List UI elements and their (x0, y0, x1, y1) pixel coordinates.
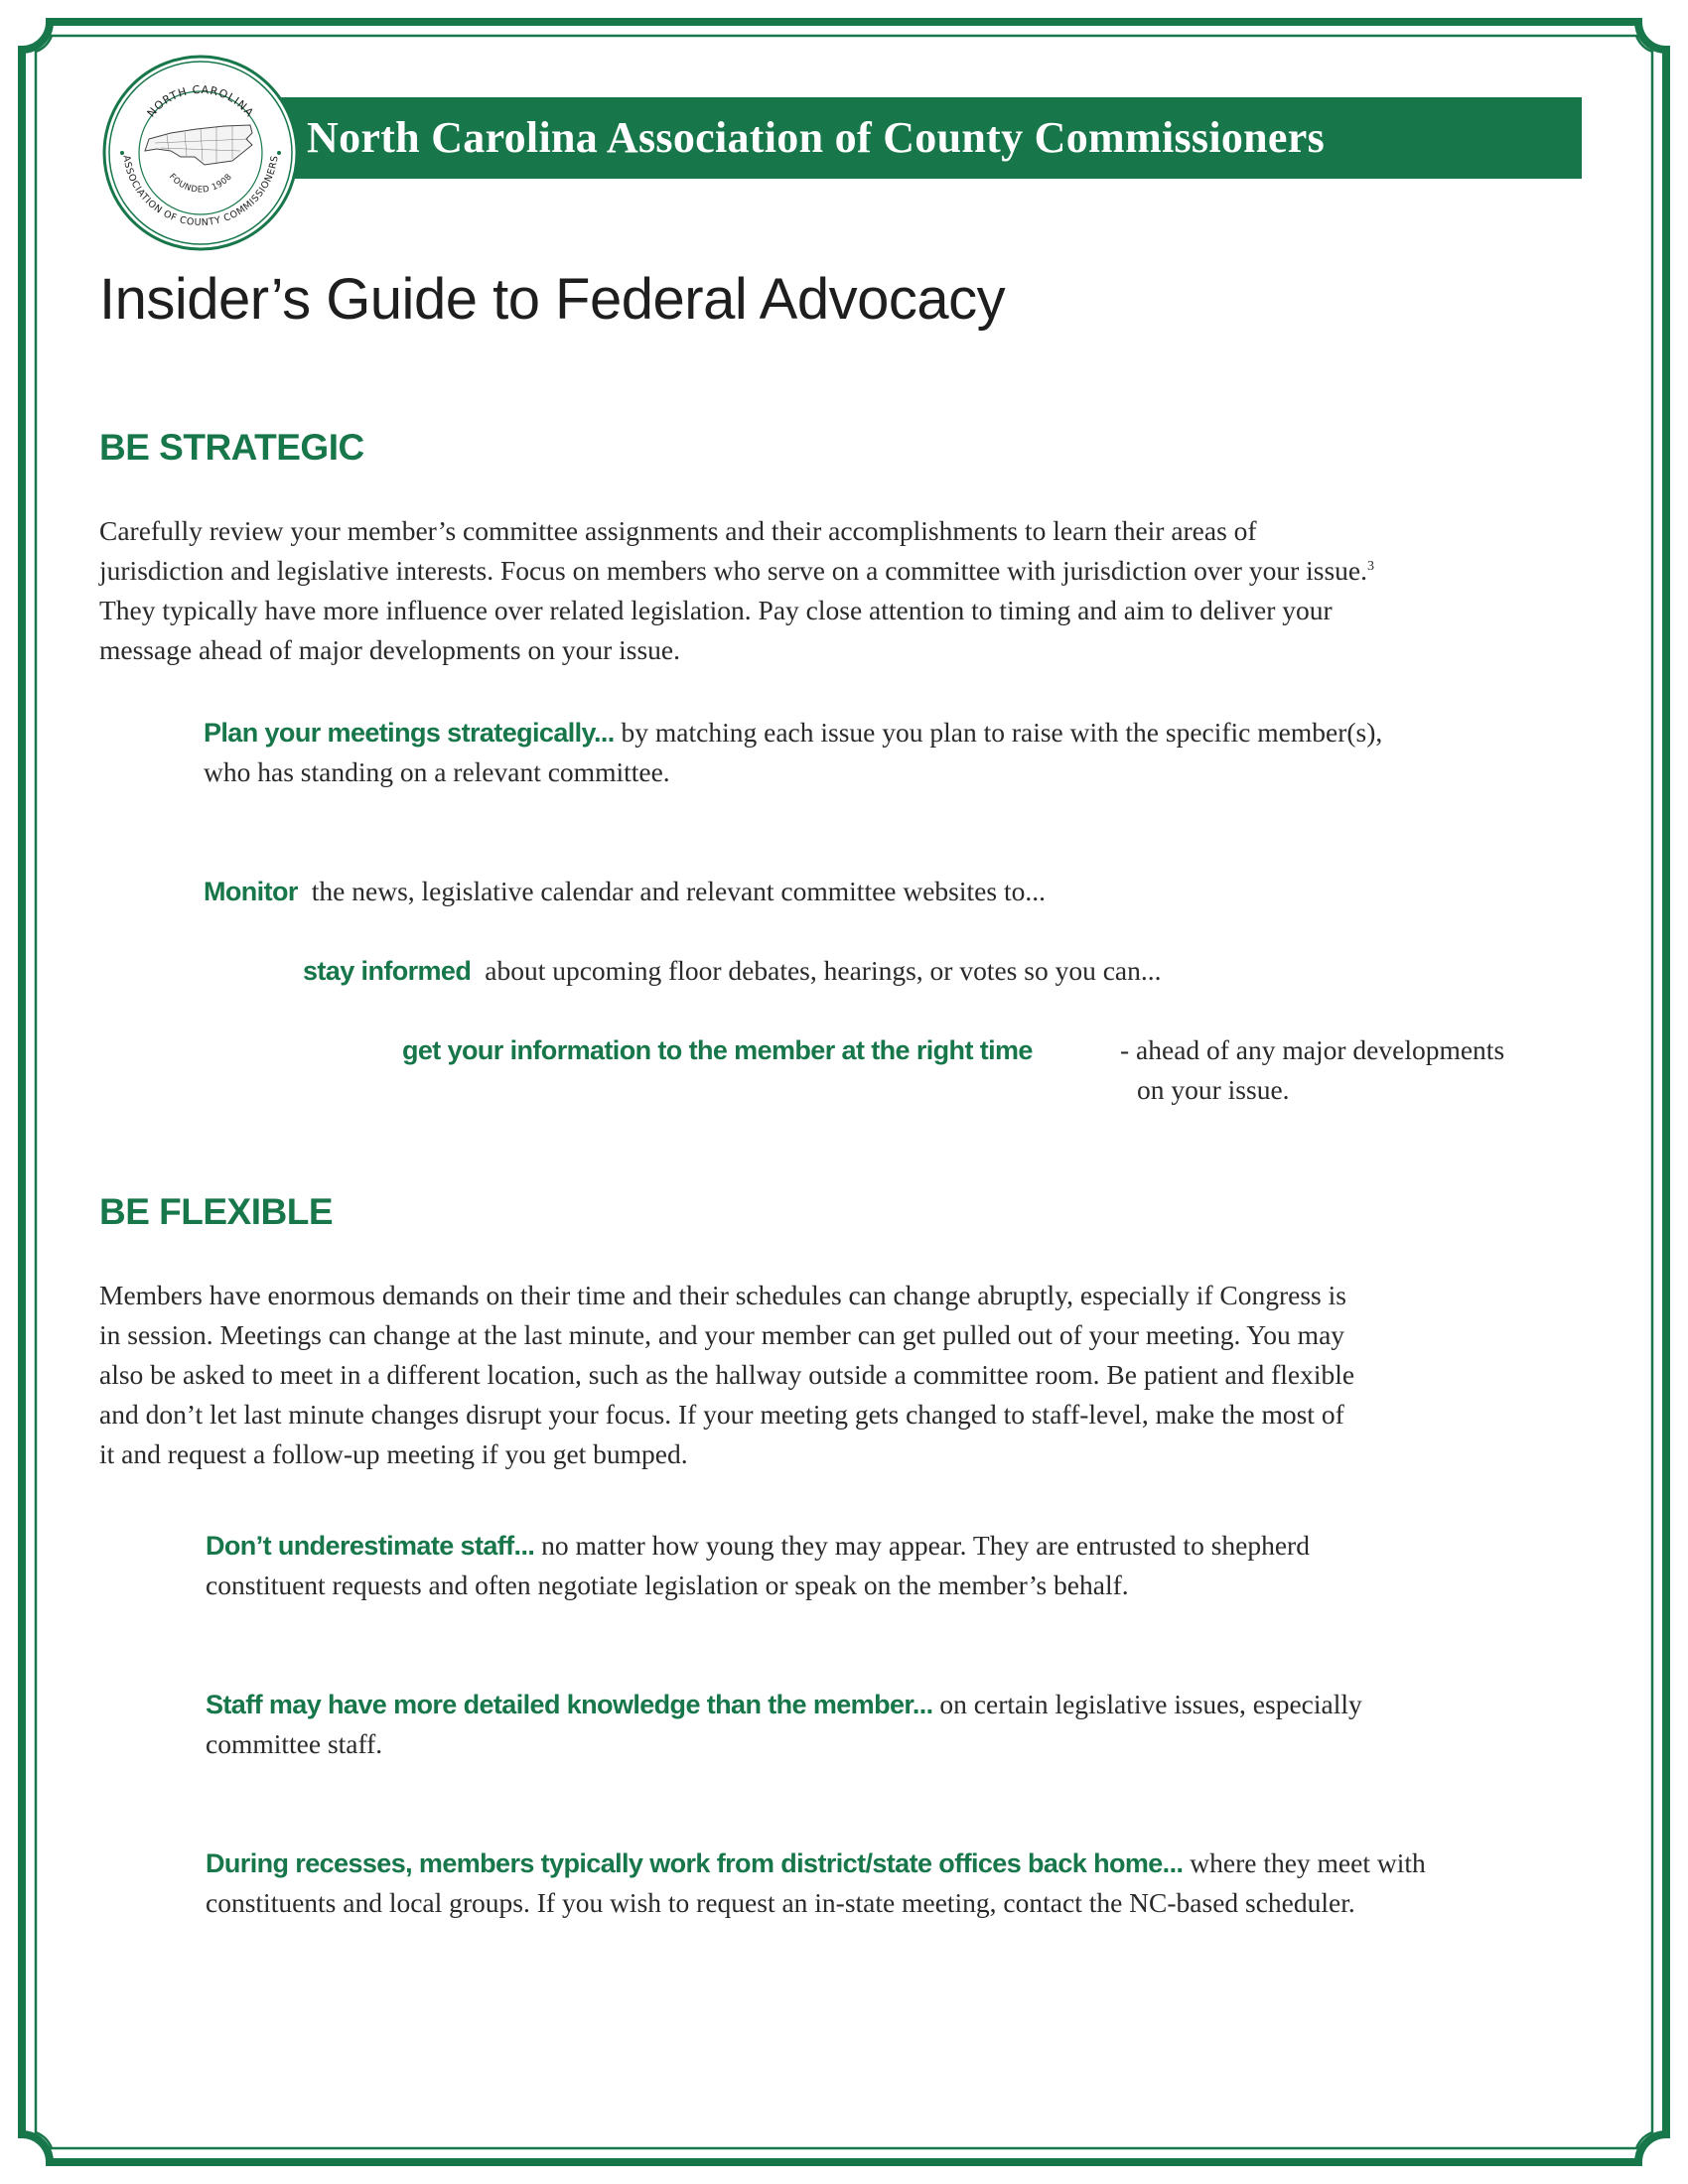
tip-text: about upcoming floor debates, hearings, or votes so you can... (485, 955, 1162, 986)
tip-right-time (1120, 1030, 1597, 1110)
section-heading-strategic: BE STRATEGIC (99, 427, 364, 468)
paragraph-line: also be asked to meet in a different location, such as the hallway outside a committee room. Be patient and flexible (99, 1359, 1355, 1390)
paragraph-line: in session. Meetings can change at the last minute, and your member can get pulled out of your meeting. You may (99, 1319, 1345, 1350)
tip-text: committee staff. (206, 1728, 383, 1759)
paragraph-line: it and request a follow-up meeting if you get bumped. (99, 1438, 688, 1469)
tip-text: on certain legislative issues, especially (939, 1689, 1362, 1719)
organization-name: North Carolina Association of County Commissioners (307, 113, 1326, 162)
tip-text: the news, legislative calendar and relevant committee websites to... (311, 876, 1046, 906)
tip-text: on your issue. (1137, 1074, 1290, 1105)
tip-underestimate-staff (206, 1526, 1596, 1605)
tip-text: no matter how young they may appear. They are entrusted to shepherd (541, 1530, 1310, 1561)
tip-text: where they meet with (1190, 1847, 1426, 1878)
paragraph-line: They typically have more influence over related legislation. Pay close attention to timing and aim to deliver your (99, 595, 1333, 625)
tip-text: constituents and local groups. If you wish to request an in-state meeting, contact the NC-based scheduler. (206, 1887, 1355, 1918)
tip-right-time-lead-wrap (402, 1030, 1033, 1070)
svg-text:ASSOCIATION OF COUNTY COMMISSI: ASSOCIATION OF COUNTY COMMISSIONERS (120, 154, 281, 229)
tip-staff-knowledge (206, 1685, 1596, 1764)
tip-text: who has standing on a relevant committee. (204, 756, 670, 787)
tip-lead: Monitor (204, 877, 298, 906)
paragraph-line: and don’t let last minute changes disrupt your focus. If your meeting gets changed to staff-level, make the most of (99, 1399, 1344, 1430)
paragraph-line: Members have enormous demands on their time and their schedules can change abruptly, especially if Congress is (99, 1280, 1346, 1310)
footnote-marker: 3 (1366, 558, 1374, 574)
tip-lead: Plan your meetings strategically... (204, 718, 615, 748)
svg-text:NORTH CAROLINA: NORTH CAROLINA (144, 82, 257, 120)
organization-banner (213, 97, 1582, 179)
tip-stay-informed (303, 951, 1161, 991)
paragraph-line (99, 551, 1589, 591)
tip-text: by matching each issue you plan to raise with the specific member(s), (621, 717, 1383, 748)
paragraph-line-text: jurisdiction and legislative interests. Focus on members who serve on a committee with jurisdiction over your issue. (99, 555, 1367, 586)
tip-lead: Don’t underestimate staff... (206, 1531, 535, 1561)
section-heading-flexible: BE FLEXIBLE (99, 1191, 334, 1232)
paragraph-line: message ahead of major developments on your issue. (99, 634, 680, 665)
tip-lead: stay informed (303, 956, 472, 986)
page-title: Insider’s Guide to Federal Advocacy (99, 267, 1006, 332)
paragraph-line: Carefully review your member’s committee assignments and their accomplishments to learn their areas of (99, 515, 1257, 546)
svg-text:FOUNDED 1908: FOUNDED 1908 (166, 172, 235, 196)
tip-lead: get your information to the member at the right time (402, 1035, 1033, 1065)
tip-lead: Staff may have more detailed knowledge than the member... (206, 1690, 933, 1719)
strategic-paragraph (99, 511, 1589, 670)
tip-monitor (204, 872, 1046, 911)
tip-text: constituent requests and often negotiate legislation or speak on the member’s behalf. (206, 1570, 1129, 1600)
tip-text: - ahead of any major developments (1120, 1034, 1505, 1065)
tip-plan-meetings (204, 713, 1594, 792)
association-seal-logo (101, 54, 300, 252)
tip-lead: During recesses, members typically work from district/state offices back home... (206, 1848, 1184, 1878)
flexible-paragraph (99, 1276, 1589, 1474)
tip-recesses (206, 1843, 1616, 1923)
